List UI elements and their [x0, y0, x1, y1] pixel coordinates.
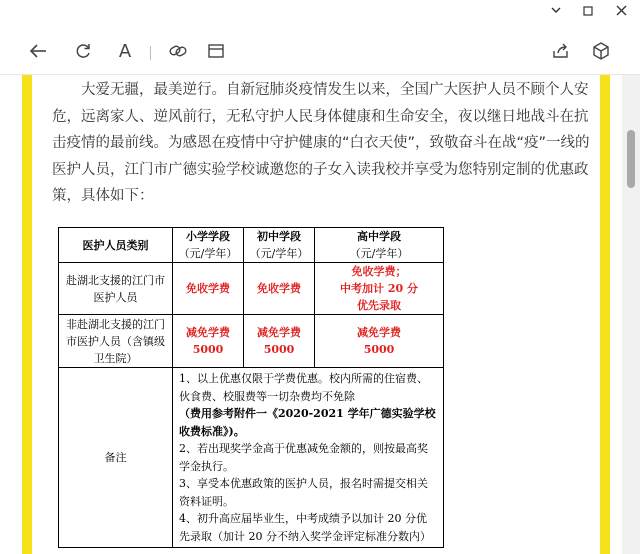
table-row — [59, 263, 444, 315]
cube-icon — [591, 41, 611, 61]
toolbar-divider — [150, 46, 151, 60]
notes-content — [173, 368, 444, 548]
table-row — [59, 315, 444, 368]
intro-text: 大爱无疆，最美逆行。自新冠肺炎疫情发生以来，全国广大医护人员不顾个人安危，远离家人、逆风前行，无私守护人民身体健康和生命安全，夜以继日地战斗在抗击疫情的最前线。为感恩在疫情中守护健康的“白衣天使”，致敬奋斗在战“疫”一线的医护人员，江门市广德实验学校诚邀您的子女入读我校并享受为您特别定制的优惠政策，具体如下： — [52, 82, 590, 204]
row1-junior: 免收学费 — [244, 263, 315, 315]
refresh-icon — [73, 41, 93, 61]
share-icon — [551, 41, 571, 61]
font-icon: A — [118, 40, 132, 62]
notes-row — [59, 368, 444, 548]
chevron-down-icon — [550, 4, 562, 16]
row1-category: 赴湖北支援的江门市医护人员 — [59, 263, 173, 315]
note-item-2: 2、若出现奖学金高于优惠减免金额的，则按最高奖学金执行。 — [179, 442, 428, 473]
row2-senior: 减免学费 5000 — [315, 315, 444, 368]
back-button[interactable] — [23, 36, 53, 66]
maximize-button[interactable] — [573, 2, 603, 22]
note-item-4: 4、初升高应届毕业生，中考成绩予以加计 20 分优先录取（加计 20 分不纳入奖学金评定标准分数内） — [179, 512, 431, 543]
table-header-row — [59, 228, 444, 263]
row1-primary: 免收学费 — [173, 263, 244, 315]
share-button[interactable] — [546, 36, 576, 66]
yellow-border-left — [22, 75, 32, 554]
header-junior: 初中学段 （元/学年） — [244, 228, 315, 263]
extension-button[interactable] — [586, 36, 616, 66]
intro-paragraph — [52, 77, 592, 210]
window-icon — [207, 42, 225, 60]
arrow-left-icon — [28, 41, 48, 61]
link-icon — [168, 41, 188, 61]
header-primary: 小学学段 （元/学年） — [173, 228, 244, 263]
note-item-3: 3、享受本优惠政策的医护人员，报名时需提交相关资料证明。 — [179, 477, 428, 508]
minimize-button[interactable] — [541, 2, 571, 22]
panel-button[interactable] — [201, 36, 231, 66]
yellow-border-right — [600, 75, 610, 554]
close-button[interactable] — [606, 2, 636, 22]
close-icon — [616, 5, 627, 16]
row2-category: 非赴湖北支援的江门市医护人员（含镇级卫生院） — [59, 315, 173, 368]
header-category: 医护人员类别 — [59, 228, 173, 263]
policy-table — [58, 227, 444, 548]
reader-toolbar — [0, 28, 640, 75]
title-bar — [0, 0, 640, 24]
notes-label: 备注 — [59, 368, 173, 548]
header-senior: 高中学段 （元/学年） — [315, 228, 444, 263]
font-settings-button[interactable] — [110, 36, 140, 66]
row2-junior: 减免学费 5000 — [244, 315, 315, 368]
row2-primary: 减免学费 5000 — [173, 315, 244, 368]
note-item-1: 1、以上优惠仅限于学费优惠。校内所需的住宿费、伙食费、校服费等一切杂费均不免除 — [179, 372, 428, 403]
refresh-button[interactable] — [68, 36, 98, 66]
square-icon — [583, 6, 593, 16]
article-content — [0, 75, 622, 554]
link-button[interactable] — [163, 36, 193, 66]
note-item-1-reference: （费用参考附件一《2020-2021 学年广德实验学校收费标准》)。 — [179, 407, 436, 438]
scrollbar-thumb[interactable] — [627, 130, 635, 188]
row1-senior: 免收学费； 中考加计 20 分 优先录取 — [315, 263, 444, 315]
